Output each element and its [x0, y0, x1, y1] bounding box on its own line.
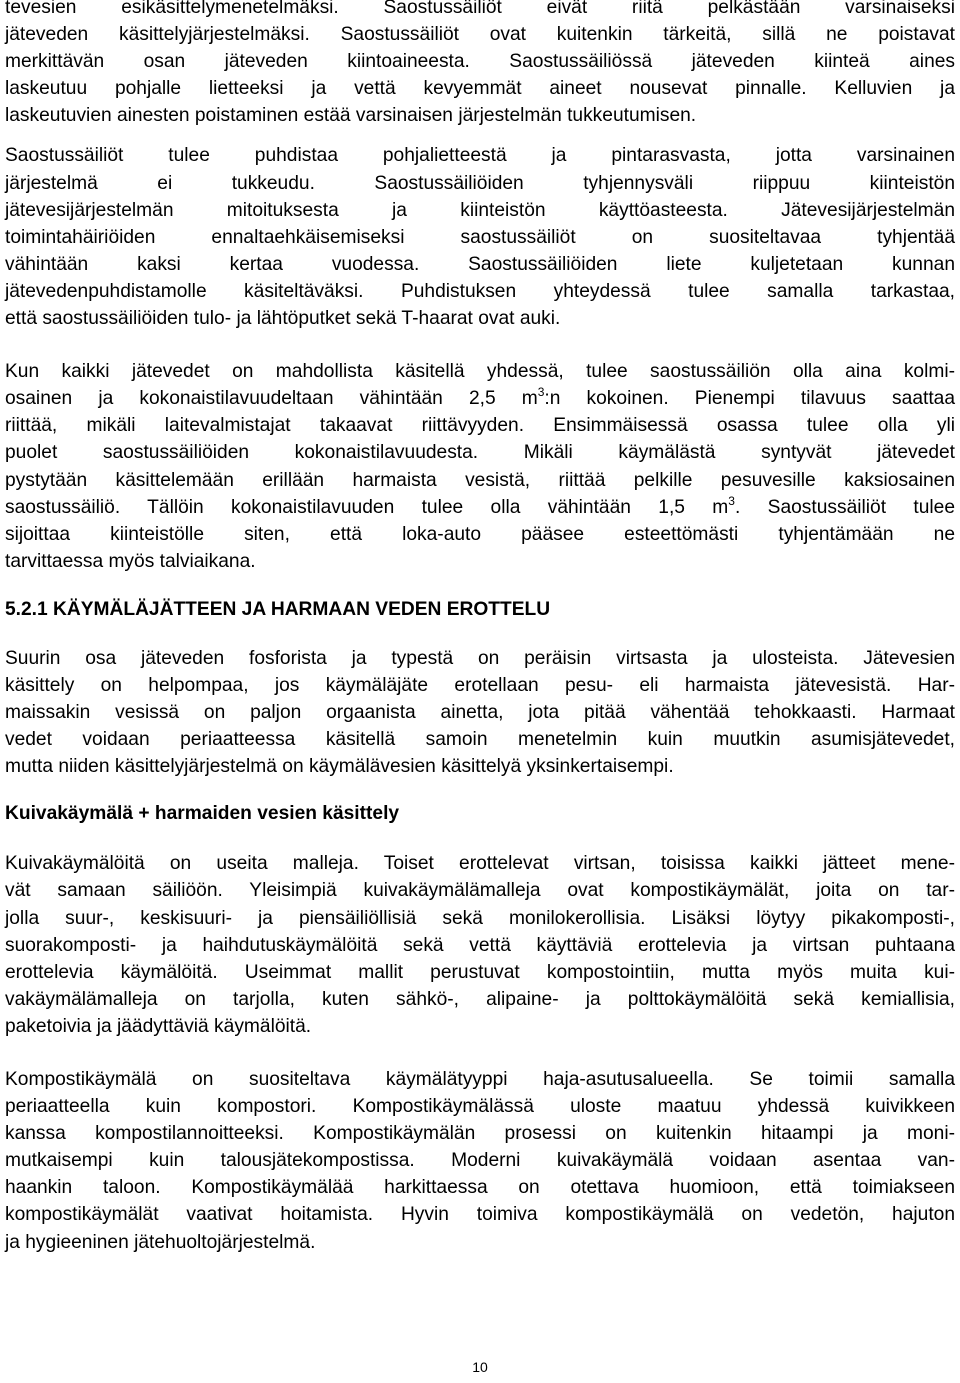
paragraph-septic-tank-cleaning — [5, 142, 955, 332]
text-line: riittää, mikäli laitevalmistajat takaavat riittävyyden. Ensimmäisessä osassa tulee olla yli — [5, 415, 955, 437]
text-line: maissakin vesissä on paljon orgaanista ainetta, jota pitää vähentää tehokkaasti. Harmaat — [5, 702, 955, 724]
text-segment: saostussäiliö. Tällöin kokonaistilavuuden tulee olla vähintään 1,5 m — [5, 496, 729, 518]
text-line: jäteveden käsittelyjärjestelmäksi. Saostussäiliöt ovat kuitenkin tärkeitä, sillä ne poistavat — [5, 24, 955, 46]
text-line: vakäymälämalleja on tarjolla, kuten sähkö-, alipaine- ja polttokäymälöitä sekä kemiallisia, — [5, 988, 955, 1010]
paragraph-compost-toilet — [5, 1066, 955, 1256]
text-line: jätevedenpuhdistamolle käsiteltäväksi. Puhdistuksen yhteydessä tulee samalla tarkastaa, — [5, 280, 955, 302]
paragraph-greywater-separation — [5, 645, 955, 780]
subsection-heading: Kuivakäymälä + harmaiden vesien käsittely — [5, 803, 400, 825]
paragraph-septic-tank-volume — [5, 358, 955, 575]
text-segment: osainen ja kokonaistilavuudeltaan vähintään 2,5 m — [5, 388, 538, 410]
text-line: Kun kaikki jätevedet on mahdollista käsitellä yhdessä, tulee saostussäiliön olla aina kolmi- — [5, 361, 955, 383]
text-line: Kompostikäymälä on suositeltava käymälätyyppi haja-asutusalueella. Se toimii samalla — [5, 1069, 955, 1090]
text-line: että saostussäiliöiden tulo- ja lähtöputket sekä T-haarat ovat auki. — [5, 308, 561, 330]
text-line: ja hygieeninen jätehuoltojärjestelmä. — [5, 1231, 316, 1253]
document-page — [5, 0, 955, 1256]
paragraph-dry-toilet-models — [5, 850, 955, 1040]
text-line: merkittävän osan jäteveden kiintoaineesta. Saostussäiliössä jäteveden kiinteä aines — [5, 51, 955, 73]
superscript-exponent: 3 — [537, 385, 545, 400]
page-number: 10 — [472, 1359, 488, 1375]
text-line: suorakomposti- ja haihdutuskäymälöitä sekä vettä käyttäviä erottelevia ja virtsan puhtaana — [5, 934, 955, 956]
text-line: puolet saostussäiliöiden kokonaistilavuudesta. Mikäli käymälästä syntyvät jätevedet — [5, 442, 955, 464]
text-line: vät samaan säiliöön. Yleisimpiä kuivakäymälämalleja ovat kompostikäymälät, joita on tar- — [5, 880, 955, 902]
text-line: vähintään kaksi kertaa vuodessa. Saostussäiliöiden liete kuljetetaan kunnan — [5, 253, 955, 275]
text-line: pystytään käsittelemään erillään harmaista vesistä, riittää pelkille pesuvesille kaksiosainen — [5, 469, 955, 491]
text-line — [5, 385, 955, 412]
paragraph-septic-tank-intro — [5, 0, 955, 129]
text-line: jolla suur-, keskisuuri- ja piensäiliöllisiä sekä monilokerollisia. Lisäksi löytyy pikakomposti-, — [5, 907, 955, 929]
text-line: erottelevia käymälöitä. Useimmat mallit perustuvat kompostointiin, mutta myös muita kui- — [5, 961, 955, 983]
text-line: sijoittaa kiinteistölle siten, että loka-auto pääsee esteettömästi tyhjentämään ne — [5, 523, 955, 545]
text-line: Suurin osa jäteveden fosforista ja typestä on peräisin virtsasta ja ulosteista. Jätevesien — [5, 647, 955, 669]
text-segment: . Saostussäiliöt tulee — [734, 496, 955, 518]
section-heading: 5.2.1 KÄYMÄLÄJÄTTEEN JA HARMAAN VEDEN EROTTELU — [5, 598, 551, 620]
text-line: haankin taloon. Kompostikäymälää harkittaessa on otettava huomioon, että toimiakseen — [5, 1177, 955, 1199]
text-line: mutkaisempi kuin talousjätekompostissa. Moderni kuivakäymälä voidaan asentaa van- — [5, 1150, 955, 1172]
text-line: jätevesijärjestelmän mitoituksesta ja kiinteistön käyttöasteesta. Jätevesijärjestelmän — [5, 199, 955, 221]
text-line: käsittely on helpompaa, jos käymäläjäte erotellaan pesu- eli harmaista jätevesistä. Har- — [5, 674, 955, 696]
text-line: vedet voidaan periaatteessa käsitellä samoin menetelmin kuin muutkin asumisjätevedet, — [5, 729, 955, 751]
text-line: kompostikäymälät vaativat hoitamista. Hyvin toimiva kompostikäymälä on vedetön, hajuton — [5, 1204, 955, 1226]
text-segment: :n kokoinen. Pienempi tilavuus saattaa — [544, 388, 955, 410]
text-line: Saostussäiliöt tulee puhdistaa pohjalietteestä ja pintarasvasta, jotta varsinainen — [5, 145, 955, 167]
text-line: mutta niiden käsittelyjärjestelmä on käymälävesien käsittelyä yksinkertaisempi. — [5, 756, 674, 778]
text-line — [5, 494, 955, 521]
text-line: kanssa kompostilannoitteeksi. Kompostikäymälän prosessi on kuitenkin hitaampi ja moni- — [5, 1123, 955, 1145]
text-line: tevesien esikäsittelymenetelmäksi. Saostussäiliöt eivät riitä pelkästään varsinaiseksi — [5, 0, 955, 18]
text-line: laskeutuvien ainesten poistaminen estää varsinaisen järjestelmän tukkeutumisen. — [5, 105, 697, 127]
text-line: Kuivakäymälöitä on useita malleja. Toiset erottelevat virtsan, toisissa kaikki jätteet mene- — [5, 853, 955, 875]
text-line: järjestelmä ei tukkeudu. Saostussäiliöiden tyhjennysväli riippuu kiinteistön — [5, 172, 955, 194]
text-line: paketoivia ja jäädyttäviä käymälöitä. — [5, 1015, 312, 1037]
text-line: laskeutuu pohjalle lietteeksi ja vettä kevyemmät aineet nousevat pinnalle. Kelluvien ja — [5, 78, 955, 100]
text-line: tarvittaessa myös talviaikana. — [5, 550, 256, 572]
text-line: toimintahäiriöiden ennaltaehkäisemiseksi saostussäiliöt on suositeltavaa tyhjentää — [5, 226, 955, 248]
superscript-exponent: 3 — [728, 493, 735, 508]
text-line: periaatteella kuin kompostori. Kompostikäymälässä uloste maatuu yhdessä kuivikkeen — [5, 1096, 955, 1118]
